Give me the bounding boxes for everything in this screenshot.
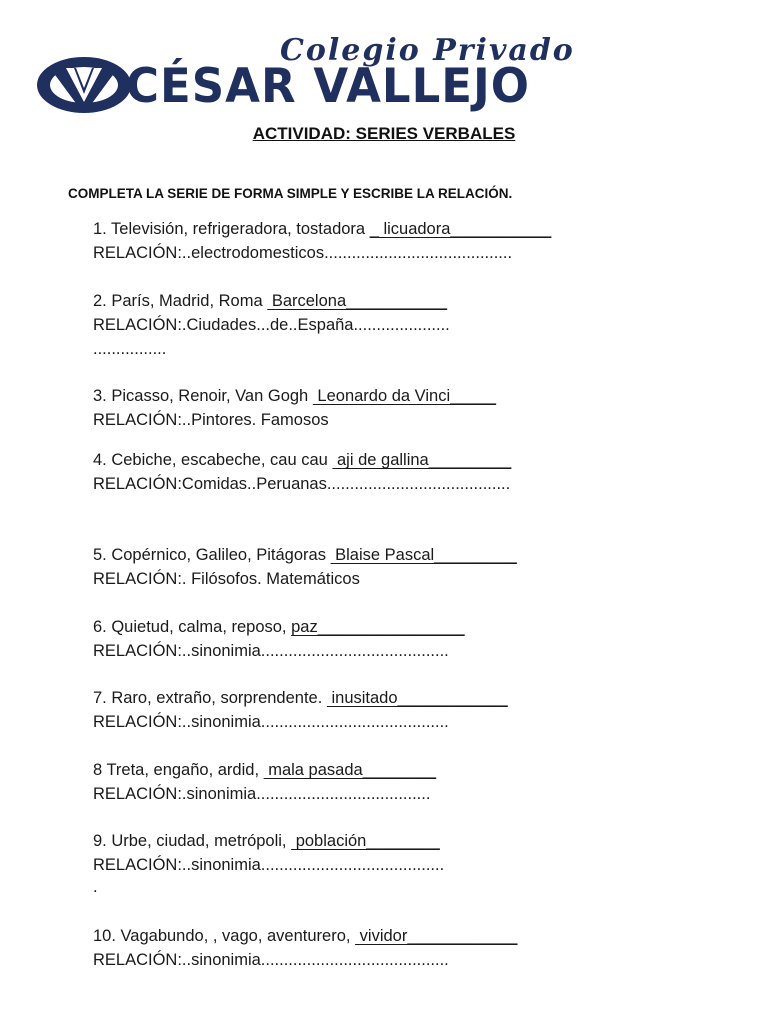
item-7-relation: RELACIÓN:..sinonimia.........................................: [93, 713, 449, 731]
item-8-relation: RELACIÓN:.sinonimia......................................: [93, 785, 431, 803]
item-3-answer: Leonardo da Vinci_____: [312, 387, 497, 405]
item-9-relation: RELACIÓN:..sinonimia........................................: [93, 856, 445, 874]
item-6-relation: RELACIÓN:..sinonimia.........................................: [93, 642, 449, 660]
item-8-prompt-line: [93, 759, 436, 781]
item-2-answer: Barcelona___________: [267, 292, 448, 310]
item-3-prompt-line: [93, 385, 496, 407]
item-4-prompt: 4. Cebiche, escabeche, cau cau: [93, 451, 333, 469]
item-2-prompt-line: [93, 290, 447, 312]
logo-script-text: Colegio Privado: [280, 33, 575, 68]
item-7-answer: inusitado____________: [326, 689, 508, 707]
item-10-prompt-line: [93, 925, 517, 947]
item-9-prompt: 9. Urbe, ciudad, metrópoli,: [93, 832, 292, 850]
logo-main-text: CÉSAR VALLEJO: [126, 57, 531, 114]
item-5-prompt-line: [93, 544, 517, 566]
item-9-prompt-line: [93, 830, 440, 852]
item-3-prompt: 3. Picasso, Renoir, Van Gogh: [93, 387, 313, 405]
item-7-prompt: 7. Raro, extraño, sorprendente.: [93, 689, 327, 707]
page-title: ACTIVIDAD: SERIES VERBALES: [252, 124, 516, 143]
item-6-answer: paz________________: [291, 618, 465, 636]
item-9-relation-continued: .: [93, 878, 98, 896]
item-4-answer: aji de gallina_________: [332, 451, 512, 469]
item-3-relation: RELACIÓN:..Pintores. Famosos: [93, 411, 329, 429]
school-emblem-icon: [36, 54, 132, 116]
instruction-text: COMPLETA LA SERIE DE FORMA SIMPLE Y ESCRIBE LA RELACIÓN.: [68, 186, 513, 201]
item-1-prompt-line: [93, 218, 551, 240]
item-1-relation: RELACIÓN:..electrodomesticos.........................................: [93, 244, 513, 262]
item-7-prompt-line: [93, 687, 508, 709]
item-5-relation: RELACIÓN:. Filósofos. Matemáticos: [93, 570, 360, 588]
item-6-prompt: 6. Quietud, calma, reposo,: [93, 618, 292, 636]
item-8-answer: mala pasada________: [263, 761, 437, 779]
item-1-answer: _ licuadora___________: [369, 220, 552, 238]
item-5-answer: Blaise Pascal_________: [330, 546, 517, 564]
item-5-prompt: 5. Copérnico, Galileo, Pitágoras: [93, 546, 331, 564]
item-4-relation: RELACIÓN:Comidas..Peruanas........................................: [93, 475, 511, 493]
item-2-relation-continued: ................: [93, 340, 167, 358]
item-2-relation: RELACIÓN:.Ciudades...de..España.....................: [93, 316, 450, 334]
item-8-prompt: 8 Treta, engaño, ardid,: [93, 761, 264, 779]
item-6-prompt-line: [93, 616, 465, 638]
item-10-relation: RELACIÓN:..sinonimia.........................................: [93, 951, 449, 969]
item-10-prompt: 10. Vagabundo, , vago, aventurero,: [93, 927, 356, 945]
school-logo: [36, 34, 716, 114]
item-1-prompt: 1. Televisión, refrigeradora, tostadora: [93, 220, 370, 238]
item-9-answer: población________: [291, 832, 440, 850]
item-10-answer: vividor____________: [355, 927, 518, 945]
item-4-prompt-line: [93, 449, 511, 471]
item-2-prompt: 2. París, Madrid, Roma: [93, 292, 268, 310]
